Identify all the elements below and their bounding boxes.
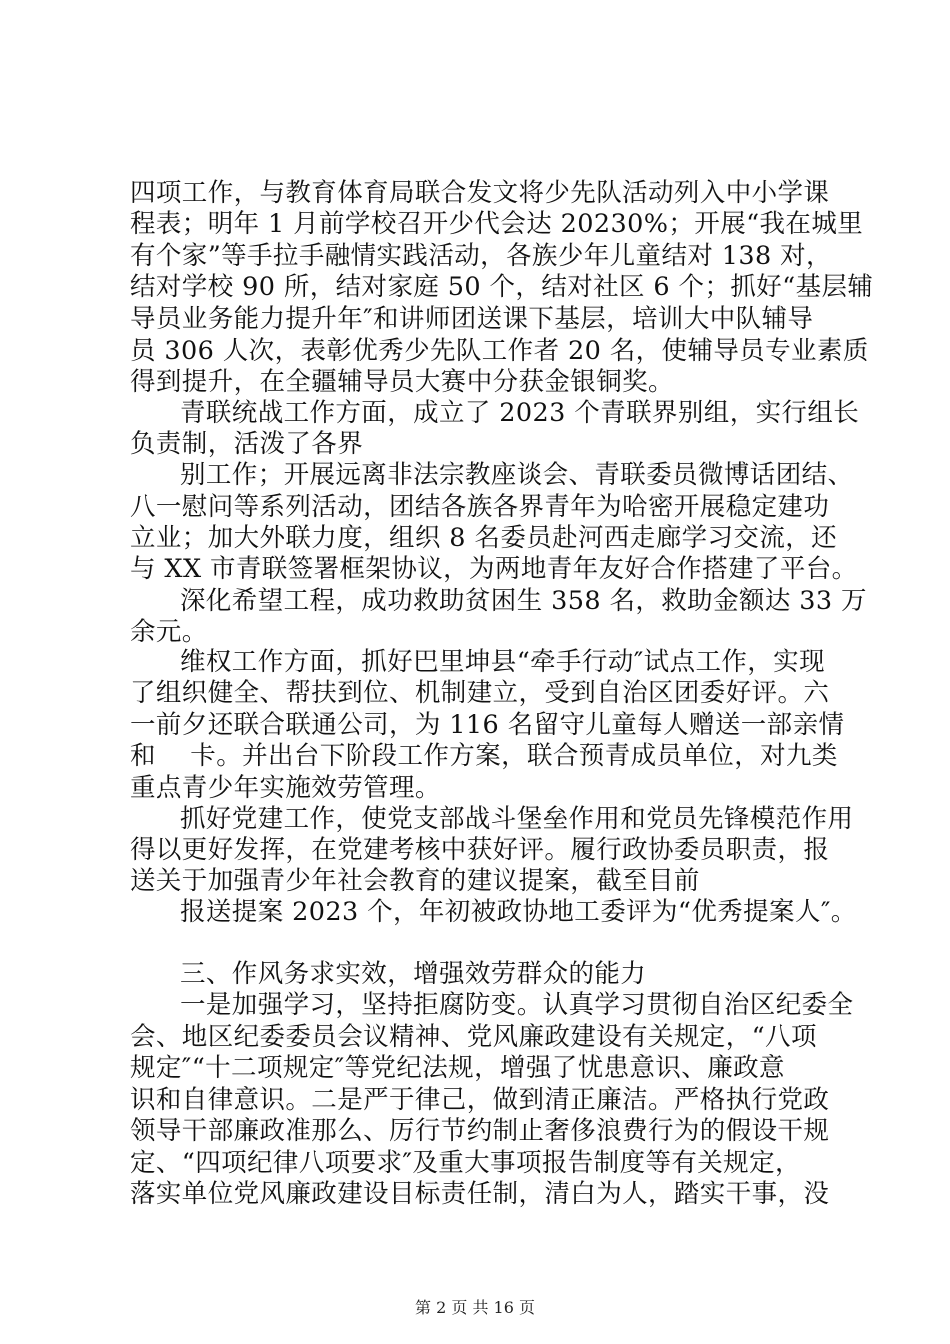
text-line: 规定″“十二项规定″等党纪法规，增强了忧患意识、廉政意 [130,1053,785,1083]
text-line: 识和自律意识。二是严于律己，做到清正廉洁。严格执行党政 [130,1085,830,1115]
text-line: 有个家”等手拉手融情实践活动，各族少年儿童结对 138 对， [130,241,832,271]
text-line: 立业；加大外联力度，组织 8 名委员赴河西走廊学习交流，还 [130,523,838,553]
text-line: 与 XX 市青联签署框架协议，为两地青年友好合作搭建了平台。 [130,554,858,584]
text-line: 员 306 人次，表彰优秀少先队工作者 20 名，使辅导员专业素质 [130,336,869,366]
paragraph-start-line: 别工作；开展远离非法宗教座谈会、青联委员微博话团结、 [180,460,854,490]
text-line: 会、地区纪委委员会议精神、党风廉政建设有关规定，“八项 [130,1022,817,1052]
text-line: 得以更好发挥，在党建考核中获好评。履行政协委员职责，报 [130,835,830,865]
text-line: 得到提升，在全疆辅导员大赛中分获金银铜奖。 [130,367,674,397]
paragraph-start-line: 维权工作方面，抓好巴里坤县“牵手行动″试点工作，实现 [180,647,825,677]
text-line: 定、“四项纪律八项要求″及重大事项报告制度等有关规定， [130,1148,801,1178]
text-line: 余元。 [130,617,208,647]
text-line: 程表；明年 1 月前学校召开少代会达 20230%；开展“我在城里 [130,209,864,239]
paragraph-start-line: 深化希望工程，成功救助贫困生 358 名，救助金额达 33 万 [180,586,867,616]
text-line: 导员业务能力提升年″和讲师团送课下基层，培训大中队辅导 [130,304,814,334]
text-line: 负责制，活泼了各界 [130,429,364,459]
text-line: 四项工作，与教育体育局联合发文将少先队活动列入中小学课 [130,178,830,208]
text-line: 和 卡。并出台下阶段工作方案，联合预青成员单位，对九类 [130,741,838,771]
text-line: 了组织健全、帮扶到位、机制建立，受到自治区团委好评。六 [130,678,830,708]
text-line: 一前夕还联合联通公司，为 116 名留守儿童每人赠送一部亲情 [130,710,845,740]
paragraph-start-line: 一是加强学习，坚持拒腐防变。认真学习贯彻自治区纪委全 [180,990,854,1020]
paragraph-start-line: 抓好党建工作，使党支部战斗堡垒作用和党员先锋模范作用 [180,804,854,834]
text-line: 送关于加强青少年社会教育的建议提案，截至目前 [130,866,700,896]
text-line: 重点青少年实施效劳管理。 [130,773,441,803]
text-line: 落实单位党风廉政建设目标责任制，清白为人，踏实干事，没 [130,1179,830,1209]
text-line: 结对学校 90 所，结对家庭 50 个，结对社区 6 个；抓好“基层辅 [130,272,874,302]
page-number-footer: 第 2 页 共 16 页 [415,1298,535,1317]
text-line: 领导干部廉政准那么、厉行节约制止奢侈浪费行为的假设干规 [130,1116,830,1146]
paragraph-start-line: 青联统战工作方面，成立了 2023 个青联界别组，实行组长 [180,398,860,428]
text-line: 八一慰问等系列活动，团结各族各界青年为哈密开展稳定建功 [130,492,830,522]
section-heading: 三、作风务求实效，增强效劳群众的能力 [180,959,647,989]
paragraph-start-line: 报送提案 2023 个，年初被政协地工委评为“优秀提案人″。 [180,897,857,927]
